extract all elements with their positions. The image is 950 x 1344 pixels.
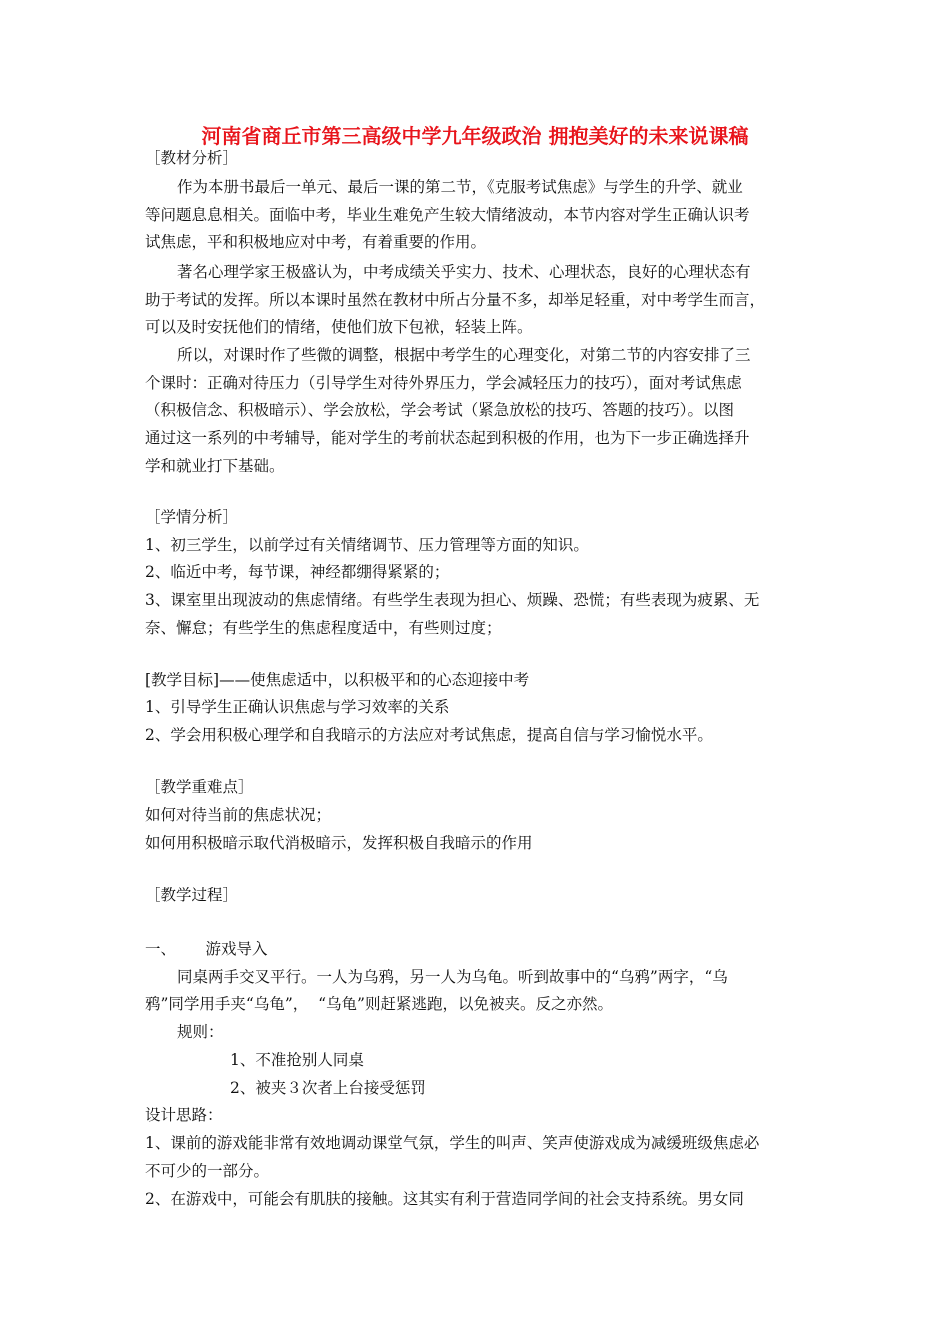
rule-item: 2、被夹３次者上台接受惩罚 (230, 1079, 426, 1097)
paragraph-line: 助于考试的发挥。所以本课时虽然在教材中所占分量不多，却举足轻重，对中考学生而言， (145, 291, 766, 309)
paragraph-line: 个课时：正确对待压力（引导学生对待外界压力，学会减轻压力的技巧），面对考试焦虑 (145, 374, 742, 392)
section-heading-key-points: ［教学重难点］ (145, 778, 254, 796)
list-item: 1、引导学生正确认识焦虑与学习效率的关系 (145, 698, 450, 716)
list-item: 2、在游戏中，可能会有肌肤的接触。这其实有利于营造同学间的社会支持系统。男女同 (145, 1190, 744, 1208)
list-item: 3、课室里出现波动的焦虑情绪。有些学生表现为担心、烦躁、恐慌；有些表现为疲累、无 (145, 591, 760, 609)
list-item: 1、初三学生，以前学过有关情绪调节、压力管理等方面的知识。 (145, 536, 589, 554)
paragraph-line: 通过这一系列的中考辅导，能对学生的考前状态起到积极的作用，也为下一步正确选择升 (145, 429, 750, 447)
list-item: 2、学会用积极心理学和自我暗示的方法应对考试焦虑，提高自信与学习愉悦水平。 (145, 726, 713, 744)
section-heading-teaching-goals: [教学目标]——使焦虑适中，以积极平和的心态迎接中考 (145, 671, 530, 689)
list-item: 奈、懈怠；有些学生的焦虑程度适中，有些则过度； (145, 619, 502, 637)
document-title: 河南省商丘市第三高级中学九年级政治 拥抱美好的未来说课稿 (201, 124, 749, 148)
paragraph-line: 试焦虑，平和积极地应对中考，有着重要的作用。 (145, 233, 487, 251)
paragraph-line: 等问题息息相关。面临中考，毕业生难免产生较大情绪波动，本节内容对学生正确认识考 (145, 206, 750, 224)
paragraph-line: 学和就业打下基础。 (145, 457, 285, 475)
design-idea-label: 设计思路： (145, 1106, 223, 1124)
subheading-game-intro: 一、 游戏导入 (145, 940, 268, 958)
paragraph-line: 作为本册书最后一单元、最后一课的第二节，《克服考试焦虑》与学生的升学、就业 (177, 178, 743, 196)
paragraph-line: 如何用积极暗示取代消极暗示，发挥积极自我暗示的作用 (145, 834, 533, 852)
paragraph-line: （积极信念、积极暗示）、学会放松，学会考试（紧急放松的技巧、答题的技巧）。以图 (145, 401, 735, 419)
section-heading-textbook-analysis: ［教材分析］ (145, 149, 239, 167)
paragraph-line: 著名心理学家王极盛认为，中考成绩关乎实力、技术、心理状态，良好的心理状态有 (177, 263, 751, 281)
paragraph-line: 所以，对课时作了些微的调整，根据中考学生的心理变化，对第二节的内容安排了三 (177, 346, 751, 364)
section-heading-teaching-process: ［教学过程］ (145, 886, 239, 904)
paragraph-line: 如何对待当前的焦虑状况； (145, 806, 332, 824)
rule-item: 1、不准抢别人同桌 (230, 1051, 364, 1069)
list-item: 不可少的一部分。 (145, 1162, 270, 1180)
paragraph-line: 鸦”同学用手夹“乌龟”， “乌龟”则赶紧逃跑，以免被夹。反之亦然。 (145, 995, 613, 1013)
paragraph-line: 可以及时安抚他们的情绪，使他们放下包袱，轻装上阵。 (145, 318, 533, 336)
list-item: 1、课前的游戏能非常有效地调动课堂气氛，学生的叫声、笑声使游戏成为减缓班级焦虑必 (145, 1134, 760, 1152)
paragraph-line: 同桌两手交叉平行。一人为乌鸦，另一人为乌龟。听到故事中的“乌鸦”两字，“乌 (177, 968, 728, 986)
list-item: 2、临近中考，每节课，神经都绷得紧紧的； (145, 563, 450, 581)
rules-label: 规则： (177, 1023, 224, 1041)
section-heading-student-analysis: ［学情分析］ (145, 508, 239, 526)
